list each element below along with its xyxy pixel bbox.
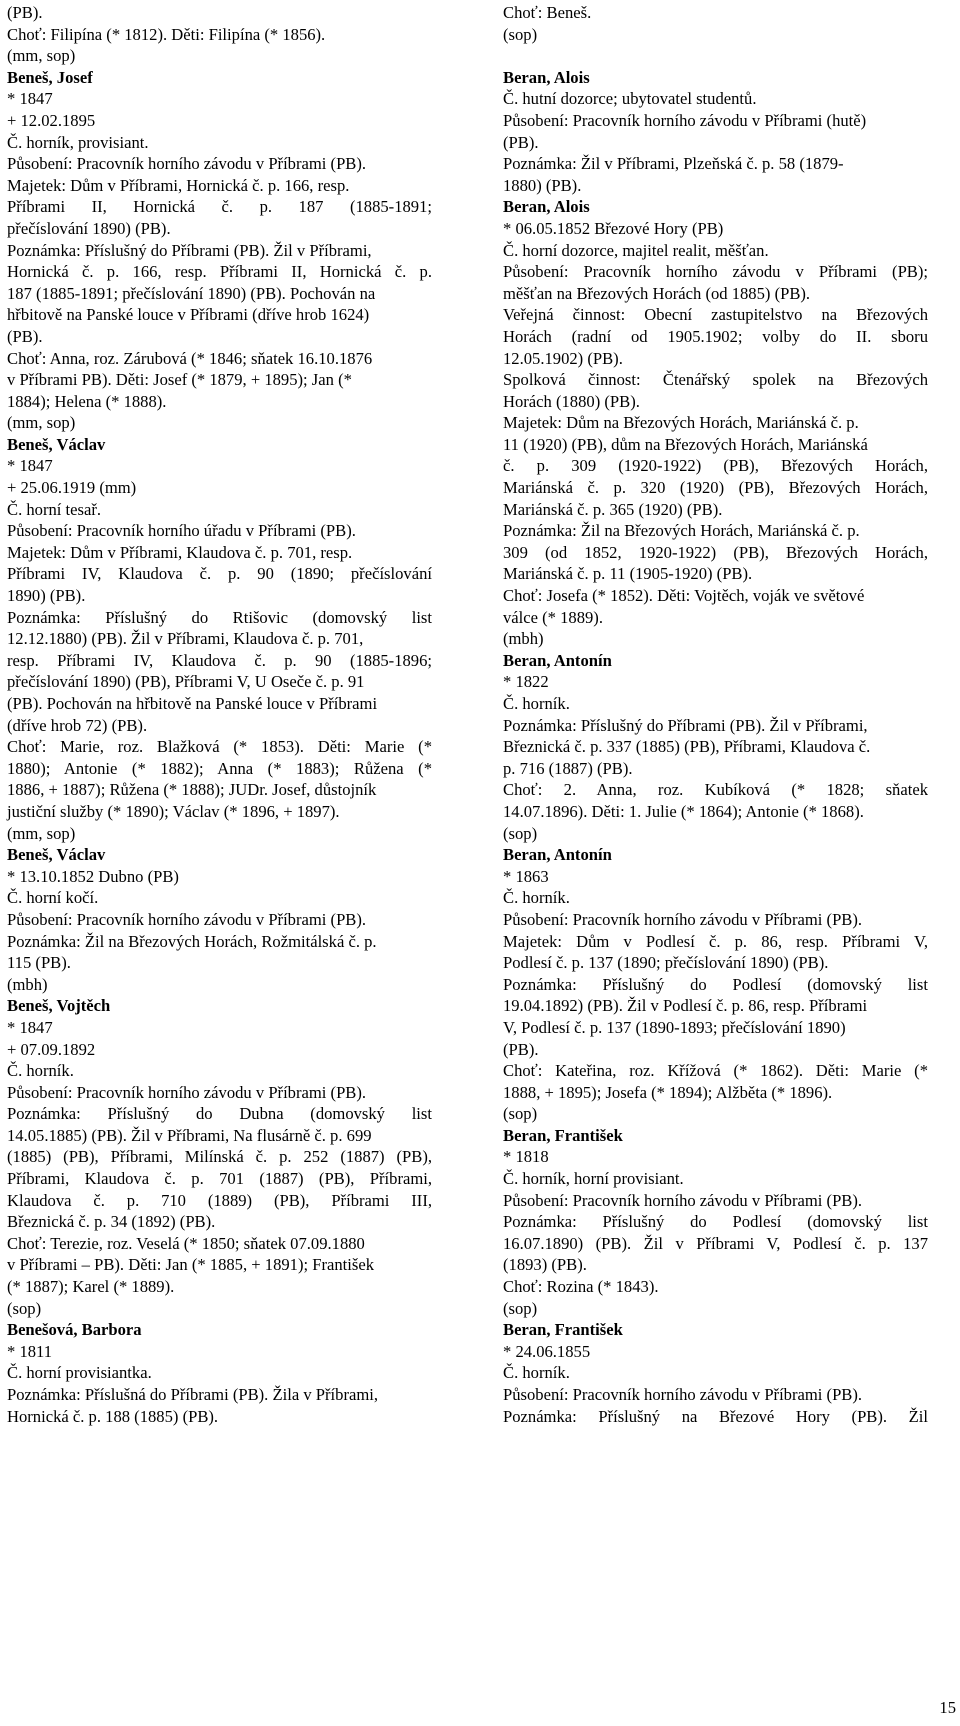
text-line: Příbrami IV, Klaudova č. p. 90 (1890; přečíslování — [7, 564, 432, 584]
text-line: (sop) — [503, 823, 538, 843]
text-line: (sop) — [503, 1298, 538, 1318]
text-line: Příbrami II, Hornická č. p. 187 (1885-1891; — [7, 197, 432, 217]
text-line: (1885) (PB), Příbrami, Milínská č. p. 252 (1887) (PB), — [7, 1147, 432, 1167]
text-line: (PB). — [7, 326, 43, 346]
text-line: Působení: Pracovník horního závodu v Příbrami (PB). — [503, 1385, 863, 1404]
text-line: 1880) (PB). — [503, 175, 582, 195]
entry-name: Beneš, Vojtěch — [7, 996, 111, 1016]
text-line: * 1822 — [503, 672, 549, 692]
entry-name: Beneš, Václav — [7, 434, 106, 454]
text-line: Č. horní tesař. — [7, 499, 102, 519]
text-line: (mbh) — [503, 629, 544, 649]
text-line: 309 (od 1852, 1920-1922) (PB), Březových Horách, — [503, 542, 928, 562]
entry-name: Beran, František — [503, 1320, 623, 1340]
text-line: Poznámka: Příslušný do Podlesí (domovský list — [503, 1212, 928, 1232]
text-line: * 24.06.1855 — [503, 1341, 591, 1361]
text-line: přečíslování 1890) (PB), Příbrami V, U Oseče č. p. 91 — [7, 672, 365, 692]
text-line: Hornická č. p. 188 (1885) (PB). — [7, 1406, 219, 1426]
text-line: Březnická č. p. 34 (1892) (PB). — [7, 1212, 216, 1232]
text-line: 12.05.1902) (PB). — [503, 348, 623, 368]
text-line: Podlesí č. p. 137 (1890; přečíslování 1890) (PB). — [503, 953, 829, 973]
text-line: * 1847 — [7, 456, 53, 476]
text-line: Majetek: Dům na Březových Horách, Mariánská č. p. — [503, 413, 859, 433]
text-line: Majetek: Dům v Příbrami, Klaudova č. p. 701, resp. — [7, 542, 353, 562]
text-line: Poznámka: Příslušný do Podlesí (domovský list — [503, 974, 928, 994]
text-line: (PB). Pochován na hřbitově na Panské louce v Příbrami — [7, 694, 378, 713]
text-line: Č. horník, provisiant. — [7, 132, 149, 152]
text-line: Choť: Anna, roz. Zárubová (* 1846; sňatek 16.10.1876 — [7, 348, 373, 368]
entry-name: Beneš, Josef — [7, 67, 93, 87]
text-line: Působení: Pracovník horního závodu v Příbrami (PB); — [503, 262, 928, 282]
text-line: č. p. 309 (1920-1922) (PB), Březových Horách, — [503, 456, 928, 476]
text-line: Č. horník. — [503, 1363, 570, 1383]
text-line: Choť: Josefa (* 1852). Děti: Vojtěch, voják ve světové — [503, 586, 865, 606]
text-line: Č. hutní dozorce; ubytovatel studentů. — [503, 89, 757, 109]
left-column — [7, 2, 432, 1427]
entry-name: Beran, Antonín — [503, 650, 612, 670]
text-line: Spolková činnost: Čtenářský spolek na Březových — [503, 370, 928, 390]
right-column — [503, 2, 928, 1427]
text-line: 14.05.1885) (PB). Žil v Příbrami, Na flusárně č. p. 699 — [7, 1125, 372, 1145]
text-line: Choť: Beneš. — [503, 3, 592, 22]
text-line: 1880); Antonie (* 1882); Anna (* 1883); Růžena (* — [7, 758, 432, 778]
text-line: Choť: Rozina (* 1843). — [503, 1277, 659, 1297]
text-line: p. 716 (1887) (PB). — [503, 758, 633, 778]
text-line: Poznámka: Žil na Březových Horách, Mariánská č. p. — [503, 521, 860, 541]
text-line: přečíslování 1890) (PB). — [7, 218, 171, 238]
text-line: V, Podlesí č. p. 137 (1890-1893; přečíslování 1890) — [503, 1017, 846, 1037]
text-line: 19.04.1892) (PB). Žil v Podlesí č. p. 86, resp. Příbrami — [503, 996, 868, 1016]
text-line: 11 (1920) (PB), dům na Březových Horách, Mariánská — [503, 434, 868, 454]
text-line: Č. horní dozorce, majitel realit, měšťan. — [503, 240, 769, 260]
text-line: * 1863 — [503, 866, 549, 886]
text-line: + 07.09.1892 — [7, 1039, 96, 1059]
text-line: Choť: Filipína (* 1812). Děti: Filipína (* 1856). — [7, 24, 326, 44]
text-line: (sop) — [7, 1298, 42, 1318]
text-line: hřbitově na Panské louce v Příbrami (dříve hrob 1624) — [7, 305, 370, 325]
text-line: Choť: Marie, roz. Blažková (* 1853). Děti: Marie (* — [7, 737, 432, 757]
text-line: * 1847 — [7, 89, 53, 109]
text-line: (sop) — [503, 24, 538, 44]
text-line: 115 (PB). — [7, 953, 71, 973]
text-line: Veřejná činnost: Obecní zastupitelstvo na Březových — [503, 305, 928, 325]
text-line: (PB). — [503, 1039, 539, 1059]
text-line: válce (* 1889). — [503, 607, 603, 627]
text-line: Působení: Pracovník horního závodu v Příbrami (PB). — [503, 909, 863, 929]
text-line: Mariánská č. p. 11 (1905-1920) (PB). — [503, 564, 753, 584]
text-line: Horách (1880) (PB). — [503, 391, 640, 411]
text-line: Poznámka: Příslušný do Příbrami (PB). Žil v Příbrami, — [503, 715, 868, 735]
text-line: Č. horní kočí. — [7, 888, 99, 908]
text-line: Poznámka: Příslušný do Dubna (domovský list — [7, 1104, 432, 1124]
text-line: v Příbrami PB). Děti: Josef (* 1879, + 1895); Jan (* — [7, 370, 352, 390]
text-line: * 13.10.1852 Dubno (PB) — [7, 866, 179, 886]
entry-name: Beran, Alois — [503, 197, 590, 217]
text-line: * 1818 — [503, 1147, 549, 1167]
text-line: Mariánská č. p. 320 (1920) (PB), Březových Horách, — [503, 478, 928, 498]
text-line: Poznámka: Žil v Příbrami, Plzeňská č. p. 58 (1879- — [503, 154, 844, 174]
text-line: měšťan na Březových Horách (od 1885) (PB). — [503, 283, 811, 303]
text-line: Poznámka: Příslušný do Rtišovic (domovský list — [7, 607, 432, 627]
text-line: (mm, sop) — [7, 413, 76, 433]
text-line — [503, 45, 928, 67]
text-line: 187 (1885-1891; přečíslování 1890) (PB). Pochován na — [7, 283, 376, 303]
entry-name: Beran, Antonín — [503, 845, 612, 865]
text-line: Březnická č. p. 337 (1885) (PB), Příbrami, Klaudova č. — [503, 737, 871, 757]
text-line: Příbrami, Klaudova č. p. 701 (1887) (PB), Příbrami, — [7, 1169, 432, 1189]
text-line: (PB). — [7, 3, 43, 22]
text-line: Působení: Pracovník horního závodu v Příbrami (PB). — [503, 1190, 863, 1210]
text-line: (mbh) — [7, 974, 48, 994]
text-line: justiční služby (* 1890); Václav (* 1896, + 1897). — [7, 801, 340, 821]
text-line: (1893) (PB). — [503, 1255, 587, 1275]
entry-name: Beran, Alois — [503, 67, 590, 87]
text-line: Klaudova č. p. 710 (1889) (PB), Příbrami III, — [7, 1190, 432, 1210]
text-line: Č. horník. — [503, 888, 570, 908]
text-line: Působení: Pracovník horního úřadu v Příbrami (PB). — [7, 521, 356, 541]
text-line: Č. horní provisiantka. — [7, 1363, 152, 1383]
text-line: + 25.06.1919 (mm) — [7, 478, 137, 498]
text-line: v Příbrami – PB). Děti: Jan (* 1885, + 1891); František — [7, 1255, 375, 1275]
text-line: Č. horník. — [503, 694, 570, 713]
text-line: Mariánská č. p. 365 (1920) (PB). — [503, 499, 723, 519]
text-line: (dříve hrob 72) (PB). — [7, 715, 148, 735]
text-line: (PB). — [503, 132, 539, 152]
text-line: Působení: Pracovník horního závodu v Příbrami (PB). — [7, 909, 367, 929]
text-line: * 1811 — [7, 1341, 53, 1361]
entry-name: Beneš, Václav — [7, 845, 106, 865]
text-line: (* 1887); Karel (* 1889). — [7, 1277, 175, 1297]
text-line: Choť: 2. Anna, roz. Kubíková (* 1828; sňatek — [503, 780, 928, 800]
text-line: Poznámka: Příslušná do Příbrami (PB). Žila v Příbrami, — [7, 1385, 379, 1404]
text-line: 1886, + 1887); Růžena (* 1888); JUDr. Josef, důstojník — [7, 780, 377, 800]
text-line: + 12.02.1895 — [7, 110, 96, 130]
entry-name: Beran, František — [503, 1125, 623, 1145]
text-line: 16.07.1890) (PB). Žil v Příbrami V, Podlesí č. p. 137 — [503, 1233, 928, 1253]
text-line: Č. horník, horní provisiant. — [503, 1169, 684, 1189]
text-line: 14.07.1896). Děti: 1. Julie (* 1864); Antonie (* 1868). — [503, 801, 864, 821]
text-line: * 06.05.1852 Březové Hory (PB) — [503, 218, 724, 238]
text-line: 12.12.1880) (PB). Žil v Příbrami, Klaudova č. p. 701, — [7, 629, 364, 649]
text-line: 1884); Helena (* 1888). — [7, 391, 167, 411]
page-number: 15 — [939, 1698, 956, 1717]
text-line: Poznámka: Žil na Březových Horách, Rožmitálská č. p. — [7, 931, 377, 951]
text-line: Poznámka: Příslušný do Příbrami (PB). Žil v Příbrami, — [7, 240, 372, 260]
text-line: Horách (radní od 1905.1902; volby do II. sboru — [503, 326, 928, 346]
text-line: Choť: Terezie, roz. Veselá (* 1850; sňatek 07.09.1880 — [7, 1233, 365, 1253]
text-line: 1890) (PB). — [7, 586, 86, 606]
text-line: Působení: Pracovník horního závodu v Příbrami (PB). — [7, 1082, 367, 1102]
text-line: Majetek: Dům v Příbrami, Hornická č. p. 166, resp. — [7, 175, 350, 195]
text-line: Majetek: Dům v Podlesí č. p. 86, resp. Příbrami V, — [503, 931, 928, 951]
text-line: * 1847 — [7, 1017, 53, 1037]
text-line: (sop) — [503, 1104, 538, 1124]
text-line: Působení: Pracovník horního závodu v Příbrami (hutě) — [503, 110, 867, 130]
text-line: (mm, sop) — [7, 823, 76, 843]
text-line: Č. horník. — [7, 1061, 74, 1081]
text-line: Hornická č. p. 166, resp. Příbrami II, Hornická č. p. — [7, 262, 432, 282]
text-line: 1888, + 1895); Josefa (* 1894); Alžběta (* 1896). — [503, 1082, 833, 1102]
text-line: Poznámka: Příslušný na Březové Hory (PB). Žil — [503, 1406, 928, 1426]
text-line: (mm, sop) — [7, 46, 76, 66]
text-line: resp. Příbrami IV, Klaudova č. p. 90 (1885-1896; — [7, 650, 432, 670]
text-line: Působení: Pracovník horního závodu v Příbrami (PB). — [7, 154, 367, 174]
entry-name: Benešová, Barbora — [7, 1320, 142, 1340]
text-line: Choť: Kateřina, roz. Křížová (* 1862). Děti: Marie (* — [503, 1061, 928, 1081]
